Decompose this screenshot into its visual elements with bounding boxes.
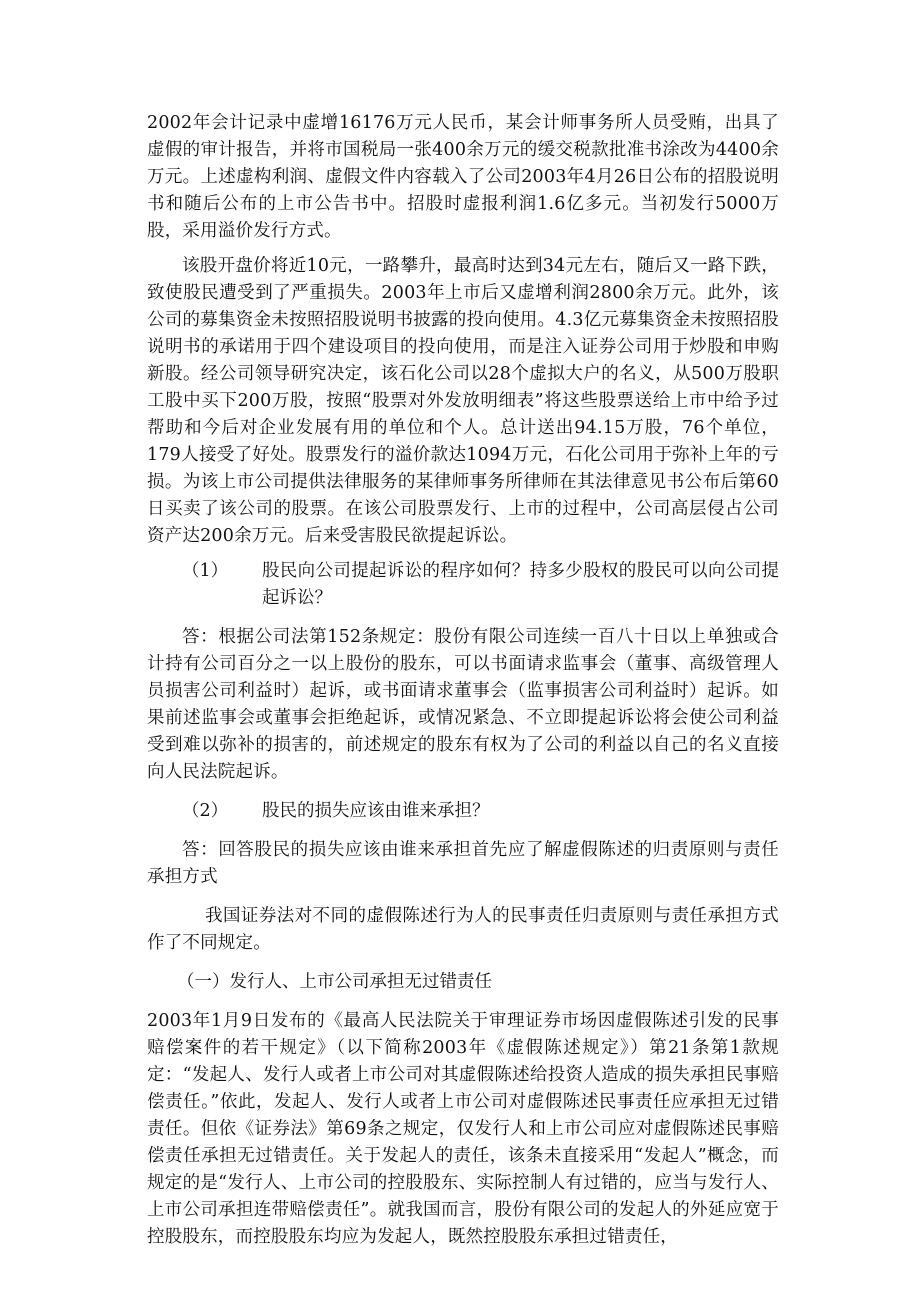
document-page (147, 110, 779, 1251)
question-1-text: 股民向公司提起诉讼的程序如何？持多少股权的股民可以向公司提起诉讼？ (262, 561, 779, 608)
question-1-number: （1） (182, 561, 229, 581)
paragraph-liability-principles: 我国证券法对不同的虚假陈述行为人的民事责任归责原则与责任承担方式作了不同规定。 (147, 906, 779, 953)
question-2 (182, 798, 779, 825)
question-1 (182, 558, 779, 612)
paragraph-case-facts-1: 2002年会计记录中虚增16176万元人民币，某会计师事务所人员受贿，出具了虚假的审计报告，并将市国税局一张400余万元的缓交税款批准书涂改为4400余万元。上述虚构利润、虚假文件内容载入了公司2003年4月26日公布的招股说明书和随后公布的上市公告书中。招股时虚报利润1.6亿多元。当初发行5000万股，采用溢价发行方式。 (147, 113, 779, 241)
question-2-text: 股民的损失应该由谁来承担？ (262, 801, 490, 821)
question-2-number: （2） (182, 801, 229, 821)
paragraph-regulation: 2003年1月9日发布的《最高人民法院关于审理证券市场因虚假陈述引发的民事赔偿案件的若干规定》（以下简称2003年《虚假陈述规定》）第21条第1款规定：“发起人、发行人或者上市公司对其虚假陈述给投资人造成的损失承担民事赔偿责任。”依此，发起人、发行人或者上市公司对虚假陈述民事责任应承担无过错责任。但依《证券法》第69条之规定，仅发行人和上市公司应对虚假陈述民事赔偿责任承担无过错责任。关于发起人的责任，该条未直接采用“发起人”概念，而规定的是“发行人、上市公司的控股股东、实际控制人有过错的，应当与发行人、上市公司承担连带赔偿责任”。就我国而言，股份有限公司的发起人的外延应宽于控股股东，而控股股东均应为发起人，既然控股股东承担过错责任， (147, 1011, 779, 1247)
answer-1: 答：根据公司法第152条规定：股份有限公司连续一百八十日以上单独或合计持有公司百分之一以上股份的股东，可以书面请求监事会（董事、高级管理人员损害公司利益时）起诉，或书面请求董事会（监事损害公司利益时）起诉。如果前述监事会或董事会拒绝起诉，或情况紧急、不立即提起诉讼将会使公司利益受到难以弥补的损害的，前述规定的股东有权为了公司的利益以自己的名义直接向人民法院起诉。 (147, 627, 779, 782)
subheading-1: （一）发行人、上市公司承担无过错责任 (177, 972, 492, 992)
answer-2: 答：回答股民的损失应该由谁来承担首先应了解虚假陈述的归责原则与责任承担方式 (147, 840, 779, 887)
paragraph-case-facts-2: 该股开盘价将近10元，一路攀升，最高时达到34元左右，随后又一路下跌，致使股民遭受到了严重损失。2003年上市后又虚增利润2800余万元。此外，该公司的募集资金未按照招股说明书披露的投向使用。4.3亿元募集资金未按照招股说明书的承诺用于四个建设项目的投向使用，而是注入证券公司用于炒股和申购新股。经公司领导研究决定，该石化公司以28个虚拟大户的名义，从500万股职工股中买下200万股，按照“股票对外发放明细表”将这些股票送给上市中给予过帮助和今后对企业发展有用的单位和个人。总计送出94.15万股，76个单位，179人接受了好处。股票发行的溢价款达1094万元，石化公司用于弥补上年的亏损。为该上市公司提供法律服务的某律师事务所律师在其法律意见书公布后第60日买卖了该公司的股票。在该公司股票发行、上市的过程中，公司高层侵占公司资产达200余万元。后来受害股民欲提起诉讼。 (147, 256, 779, 546)
